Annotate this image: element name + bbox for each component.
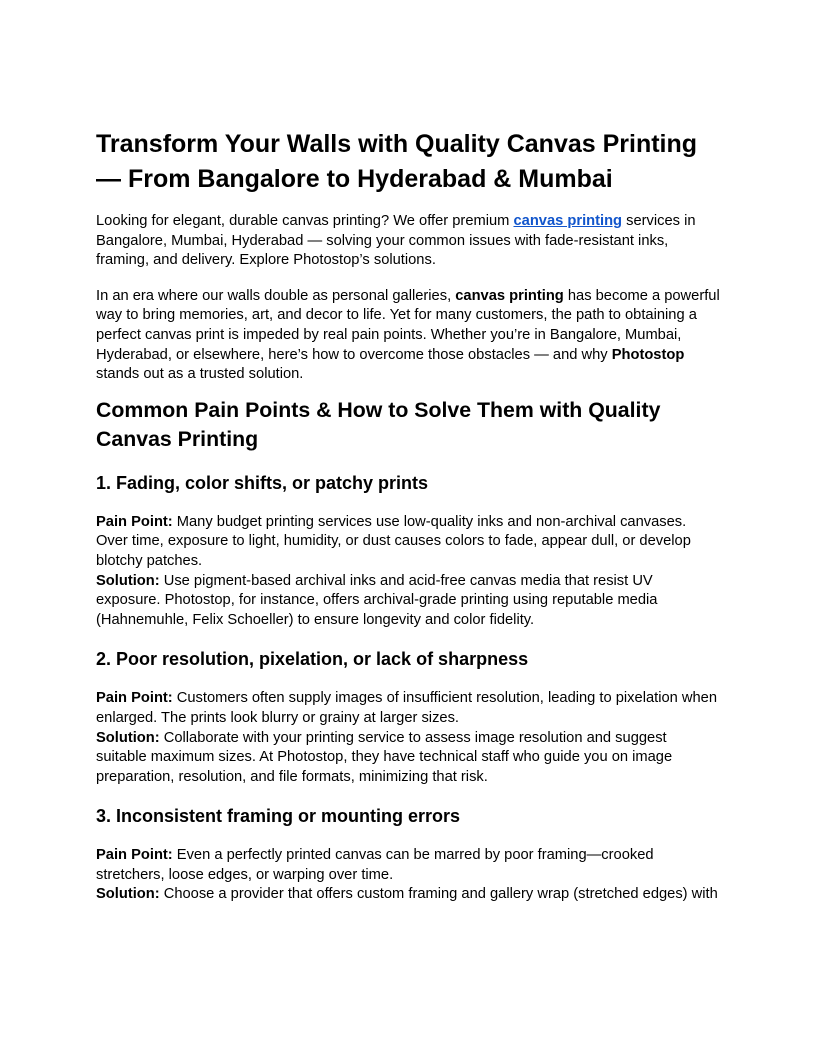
subsection-1-body bbox=[96, 513, 720, 631]
bold-text-run: Solution: bbox=[96, 572, 160, 589]
text-run: has become a powerful way to bring memories, art, and decor to life. Yet for many customers, the path to obtaining a perfect canvas print is impeded by real pain points. Whether you’re in Bangalore, Mumbai, Hyderabad, or elsewhere, here’s how to overcome those obstacles — and why bbox=[96, 287, 720, 363]
subsection-3-pain-point bbox=[96, 846, 720, 885]
text-run: Many budget printing services use low-quality inks and non-archival canvases. Over time, exposure to light, humidity, or dust causes colors to fade, appear dull, or develop blotchy patches. bbox=[96, 513, 691, 569]
text-run: Choose a provider that offers custom framing and gallery wrap (stretched edges) with bbox=[159, 886, 718, 903]
subsection-2-pain-point bbox=[96, 689, 720, 728]
canvas-printing-link[interactable]: canvas printing bbox=[513, 213, 623, 229]
subsection-1-solution bbox=[96, 572, 720, 631]
text-run: Use pigment-based archival inks and acid-free canvas media that resist UV exposure. Photostop, for instance, offers archival-grade printing using reputable media (Hahnemuhle, Felix Schoeller) to ensure longevity and color fidelity. bbox=[96, 572, 658, 628]
subsection-2-heading: 2. Poor resolution, pixelation, or lack of sharpness bbox=[96, 649, 529, 670]
subsection-1-pain-point bbox=[96, 513, 720, 572]
bold-text-run: Pain Point: bbox=[96, 690, 173, 707]
bold-text-run: Photostop bbox=[611, 346, 685, 363]
intro-paragraph-2 bbox=[96, 287, 720, 385]
bold-text-run: Solution: bbox=[96, 729, 160, 746]
subsection-3-body bbox=[96, 846, 720, 905]
intro-paragraph-1 bbox=[96, 212, 720, 271]
text-run: services in Bangalore, Mumbai, Hyderabad — solving your common issues with fade-resistant inks, framing, and delivery. Explore Photostop’s solutions. bbox=[96, 213, 696, 269]
bold-text-run: Solution: bbox=[96, 886, 160, 903]
text-run: stands out as a trusted solution. bbox=[96, 366, 304, 383]
text-run: Even a perfectly printed canvas can be marred by poor framing—crooked stretchers, loose edges, or warping over time. bbox=[96, 847, 654, 883]
text-run: In an era where our walls double as personal galleries, bbox=[96, 287, 456, 304]
subsection-2-body bbox=[96, 689, 720, 787]
subsection-1-heading: 1. Fading, color shifts, or patchy prints bbox=[96, 472, 429, 493]
doc-title: Transform Your Walls with Quality Canvas Printing — From Bangalore to Hyderabad & Mumbai bbox=[96, 130, 698, 193]
subsection-3-solution bbox=[96, 885, 720, 905]
text-run: Collaborate with your printing service to assess image resolution and suggest suitable maximum sizes. At Photostop, they have technical staff who guide you on image preparation, resolution, and file formats, minimizing that risk. bbox=[96, 729, 673, 785]
text-run: Looking for elegant, durable canvas printing? We offer premium bbox=[96, 213, 514, 229]
section-heading: Common Pain Points & How to Solve Them with Quality Canvas Printing bbox=[96, 397, 661, 451]
bold-text-run: Pain Point: bbox=[96, 513, 173, 530]
bold-text-run: canvas printing bbox=[455, 287, 564, 304]
subsection-2-solution bbox=[96, 729, 720, 788]
text-run: Customers often supply images of insufficient resolution, leading to pixelation when enlarged. The prints look blurry or grainy at larger sizes. bbox=[96, 690, 717, 726]
subsection-3-heading: 3. Inconsistent framing or mounting errors bbox=[96, 806, 461, 827]
bold-text-run: Pain Point: bbox=[96, 847, 173, 864]
